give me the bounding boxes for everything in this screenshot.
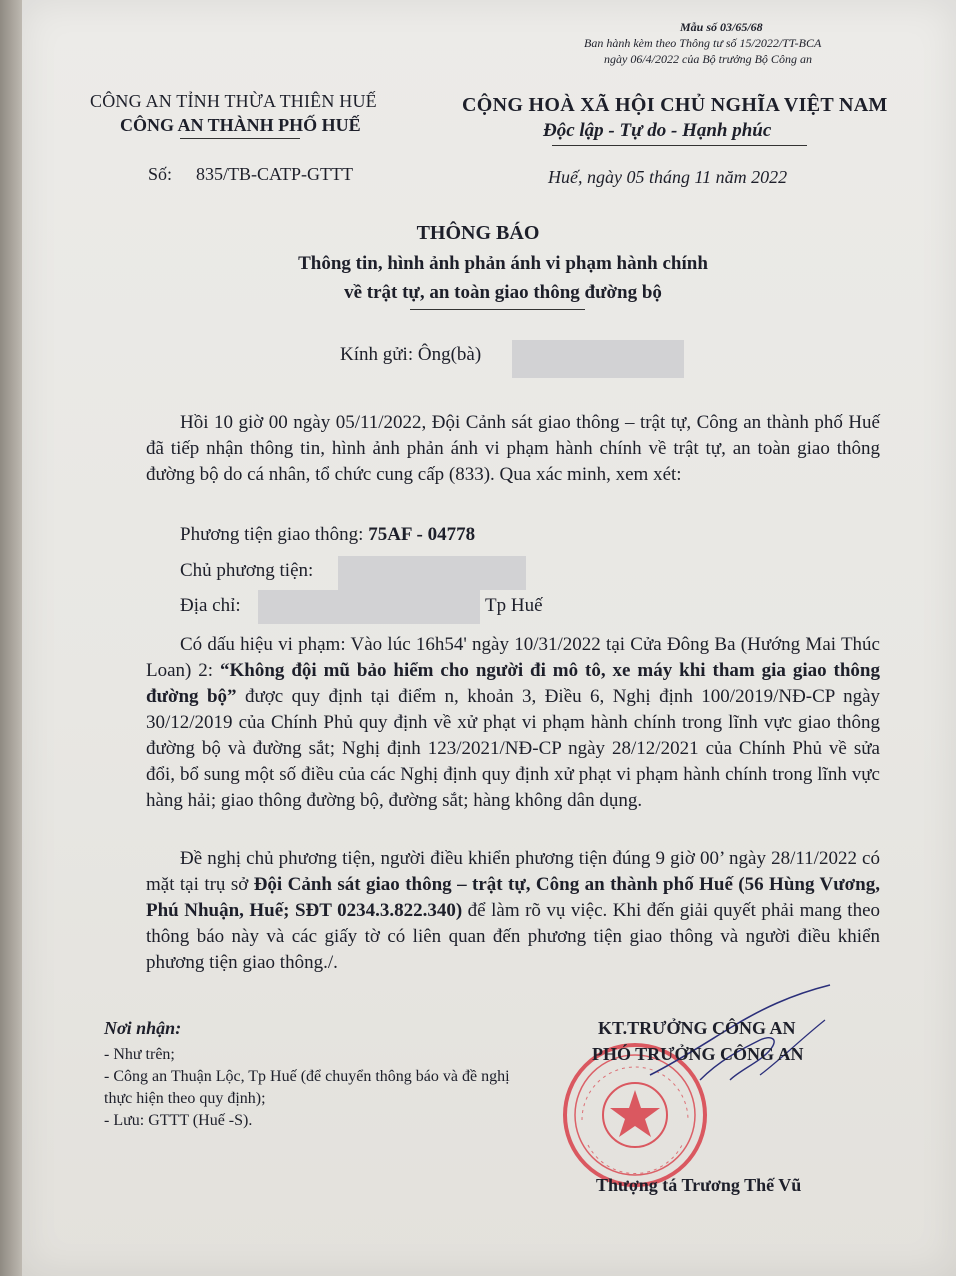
request-text-bold: Đội Cảnh sát giao thông – trật tự, Công an thành phố Huế (56 Hùng Vương, Phú Nhuận, Huế; SĐT 0234.3.822.340) — [146, 874, 880, 921]
vehicle-field — [180, 524, 475, 546]
signature-title-1: KT.TRƯỞNG CÔNG AN — [598, 1018, 796, 1038]
issued-line-1: Ban hành kèm theo Thông tư số 15/2022/TT-BCA — [584, 36, 822, 50]
owner-label: Chủ phương tiện: — [180, 560, 314, 581]
motto: Độc lập - Tự do - Hạnh phúc — [543, 120, 772, 141]
salutation: Kính gửi: Ông(bà) — [340, 344, 482, 365]
vehicle-label: Phương tiện giao thông: — [180, 524, 364, 545]
violation-text-2: được quy định tại điểm n, khoản 3, Điều 6, Nghị định 100/2019/NĐ-CP ngày 30/12/2019 của Chính Phủ quy định về xử phạt vi phạm hành chính trong lĩnh vực giao thông đường bộ và đường sắt; Nghị định 123/2021/NĐ-CP ngày 28/12/2021 của Chính Phủ về sửa đổi, bổ sung một số điều của các Nghị định quy định xử phạt vi phạm hành chính trong lĩnh vực hàng hải; giao thông đường bộ, đường sắt; hàng không dân dụng. — [146, 686, 881, 811]
recipient-item: - Lưu: GTTT (Huế -S). — [104, 1112, 253, 1129]
org-underline — [180, 138, 300, 139]
violation-paragraph — [146, 632, 880, 814]
org-name: CÔNG AN THÀNH PHỐ HUẾ — [120, 115, 361, 135]
org-parent: CÔNG AN TỈNH THỪA THIÊN HUẾ — [90, 91, 377, 111]
recipient-item: - Công an Thuận Lộc, Tp Huế (để chuyển thông báo và đề nghị thực hiện theo quy định); — [104, 1068, 510, 1107]
place-date: Huế, ngày 05 tháng 11 năm 2022 — [548, 167, 788, 187]
redacted-address — [258, 590, 480, 624]
request-paragraph — [146, 846, 880, 976]
title-line-2: về trật tự, an toàn giao thông đường bộ — [344, 282, 662, 303]
nation-title: CỘNG HOÀ XÃ HỘI CHỦ NGHĨA VIỆT NAM — [462, 94, 888, 116]
intro-paragraph: Hồi 10 giờ 00 ngày 05/11/2022, Đội Cảnh sát giao thông – trật tự, Công an thành phố Huế đã tiếp nhận thông tin, hình ảnh phản ánh vi phạm hành chính về trật tự, an toàn giao thông đường bộ do cá nhân, tổ chức cung cấp (833). Qua xác minh, xem xét: — [146, 412, 880, 485]
title-line-1: Thông tin, hình ảnh phản ánh vi phạm hành chính — [298, 253, 708, 274]
redacted-recipient-name — [512, 340, 684, 378]
document-number — [148, 164, 353, 185]
title-underline — [410, 309, 585, 310]
issued-line-2: ngày 06/4/2022 của Bộ trưởng Bộ Công an — [604, 52, 812, 66]
redacted-owner — [338, 556, 526, 590]
signer-name: Thượng tá Trương Thế Vũ — [596, 1175, 802, 1195]
recipient-item: - Như trên; — [104, 1046, 175, 1063]
doc-no-label: Số: — [148, 164, 173, 184]
vehicle-plate: 75AF - 04778 — [368, 524, 476, 545]
address-label: Địa chỉ: — [180, 595, 241, 616]
signature-title-2: PHÓ TRƯỞNG CÔNG AN — [592, 1044, 804, 1064]
request-text-1: Đề nghị chủ phương tiện, người điều khiển phương tiện đúng 9 giờ 00’ ngày 28/11/2022 có mặt tại trụ sở — [146, 848, 880, 895]
recipients-title: Nơi nhận: — [104, 1018, 182, 1038]
request-text-2: để làm rõ vụ việc. Khi đến giải quyết phải mang theo thông báo này và các giấy tờ có liên quan đến phương tiện giao thông và người điều khiển phương tiện giao thông./. — [146, 900, 880, 973]
doc-no-value: 835/TB-CATP-GTTT — [196, 164, 354, 184]
recipients-list — [104, 1044, 514, 1132]
form-code: Mẫu số 03/65/68 — [680, 20, 763, 34]
address-city: Tp Huế — [485, 595, 543, 616]
document-title: THÔNG BÁO — [416, 222, 540, 244]
motto-underline — [552, 145, 807, 146]
violation-text-1: Có dấu hiệu vi phạm: Vào lúc 16h54' ngày 10/31/2022 tại Cửa Đông Ba (Hướng Mai Thúc Loan) 2: — [146, 634, 880, 681]
violation-text-bold: “Không đội mũ bảo hiểm cho người đi mô tô, xe máy khi tham gia giao thông đường bộ” — [146, 660, 880, 707]
